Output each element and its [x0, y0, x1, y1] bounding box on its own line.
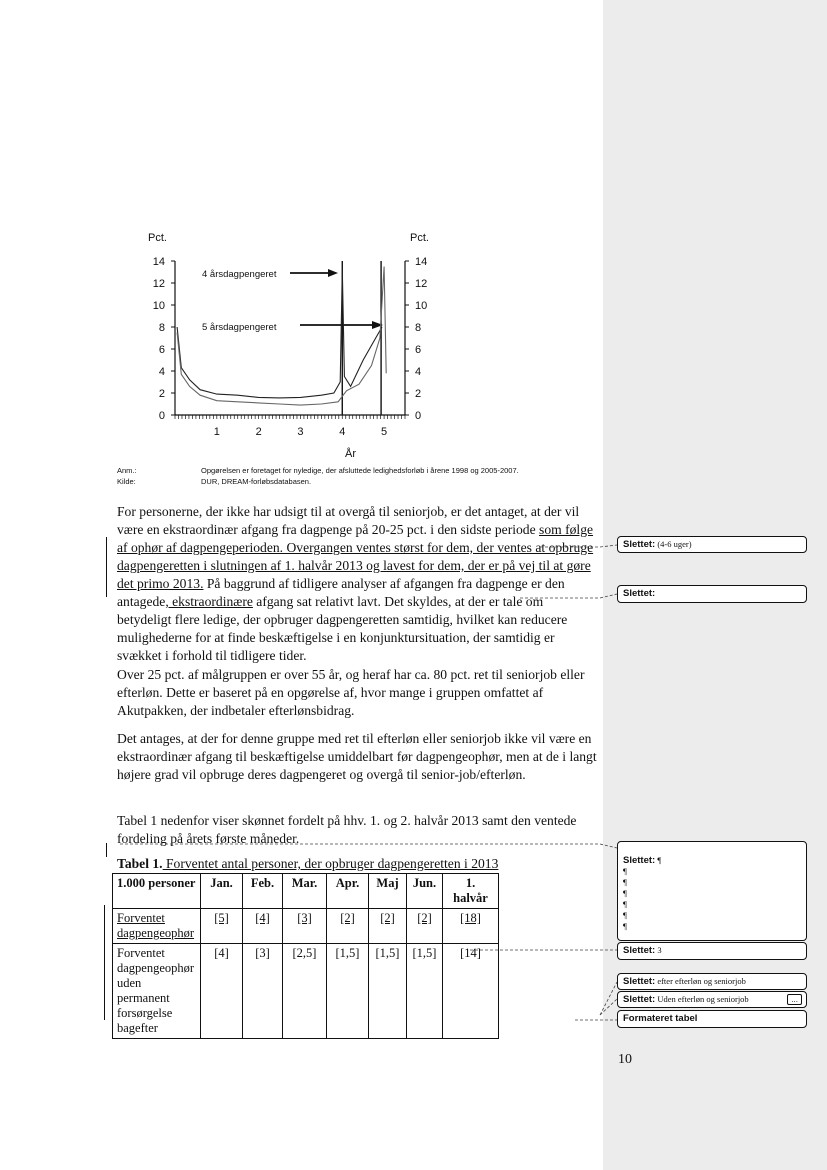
table-header: Jan.: [201, 874, 243, 909]
more-button[interactable]: ...: [787, 994, 802, 1005]
y-axis-left-label: Pct.: [148, 232, 167, 244]
y-tick-label-left: 2: [158, 388, 165, 400]
paragraph-4: Tabel 1 nedenfor viser skønnet fordelt på hhv. 1. og 2. halvår 2013 samt den ventede fordeling på årets første måneder.: [117, 813, 577, 846]
table-caption: Tabel 1. Forventet antal personer, der opbruger dagpengeretten i 2013: [117, 856, 499, 871]
comment-balloon[interactable]: Formateret tabel: [617, 1010, 807, 1028]
table-cell: [1,5]: [369, 944, 407, 1039]
y-tick-label-right: 14: [415, 256, 428, 268]
table-header: Feb.: [243, 874, 283, 909]
comment-balloon[interactable]: Slettet: efter efterløn og seniorjob: [617, 973, 807, 990]
y-tick-label-left: 4: [158, 366, 165, 378]
comment-balloon[interactable]: Slettet:: [617, 585, 807, 603]
table-cell: [5]: [201, 909, 243, 944]
source-text: DUR, DREAM-forløbsdatabasen.: [201, 477, 312, 486]
table-cell: [4]: [243, 909, 283, 944]
annotation-4-year: 4 årsdagpengeret: [202, 269, 277, 280]
paragraph-3: Det antages, at der for denne gruppe med ret til efterløn eller seniorjob ikke vil være en ekstraordinær afgang til beskæftigelse umiddelbart før dagpengeophør, men at de i langt højere grad vil opbruge deres dagpengeret og overgå til senior-job/efterløn.: [117, 731, 597, 782]
note-label: Anm.:: [117, 466, 137, 475]
comment-balloon[interactable]: Slettet: ¶ ¶ ¶ ¶ ¶ ¶ ¶: [617, 841, 807, 941]
tracked-insertion-2: , ekstraordinære: [165, 594, 253, 609]
comment-balloon[interactable]: Slettet: 3: [617, 942, 807, 960]
y-tick-label-right: 2: [415, 388, 422, 400]
y-tick-label-left: 14: [152, 256, 165, 268]
table-cell: [14]: [443, 944, 499, 1039]
y-tick-label-right: 6: [415, 344, 422, 356]
y-tick-label-right: 4: [415, 366, 422, 378]
table-header: 1.000 personer: [113, 874, 201, 909]
table-header: 1. halvår: [443, 874, 499, 909]
annotation-5-year: 5 årsdagpengeret: [202, 322, 277, 333]
table-header: Jun.: [407, 874, 443, 909]
table-cell: [1,5]: [327, 944, 369, 1039]
paragraph-1: For personerne, der ikke har udsigt til at overgå til seniorjob, er det antaget, at der vil være en ekstraordinær afgang fra dagpenge på 20-25 pct. i den sidste periode som følge af ophør af dagpengeperioden. Overgangen ventes størst for dem, der ventes at opbruge dagpengeretten i slutningen af 1. halvår 2013 og lavest for dem, der er på vej til at gøre det primo 2013. På baggrund af tidligere analyser af afgangen fra dagpenge er den antagede, ekstraordinære afgang sat relativt lavt. Det skyldes, at der er tale om betydeligt flere ledige, der opbruger dagpengeretten samtidig, hvilket kan reducere mulighederne for at finde beskæftigelse i en konjunktursituation, der samtidig er svækket i forhold til tidligere tider.: [117, 504, 594, 663]
y-tick-label-left: 0: [158, 410, 165, 422]
note-text: Opgørelsen er foretaget for nyledige, der afsluttede ledighedsforløb i årene 1998 og 2005-2007.: [201, 466, 519, 475]
table-header: Apr.: [327, 874, 369, 909]
x-tick-label: 1: [213, 426, 220, 438]
paragraph-2: Over 25 pct. af målgruppen er over 55 år, og heraf har ca. 80 pct. ret til seniorjob eller efterløn. Dette er baseret på en opgørelse af, hvor mange i gruppen omfattet af Akutpakken, der indbetaler efterlønsbidrag.: [117, 667, 585, 718]
table-cell: Forventet dagpengeophør uden permanent forsørgelse bagefter: [113, 944, 201, 1039]
comment-balloon[interactable]: Slettet: (4-6 uger): [617, 536, 807, 553]
table-cell: [3]: [243, 944, 283, 1039]
y-tick-label-left: 6: [158, 344, 165, 356]
table-cell: [3]: [283, 909, 327, 944]
page-number: 10: [618, 1052, 632, 1067]
x-axis-label: År: [345, 448, 356, 460]
y-tick-label-right: 10: [415, 300, 428, 312]
x-tick-label: 2: [255, 426, 262, 438]
y-tick-label-left: 8: [158, 322, 165, 334]
table-cell: Forventet dagpengeophør: [113, 909, 201, 944]
table-cell: [2]: [407, 909, 443, 944]
source-label: Kilde:: [117, 477, 136, 486]
y-tick-label-left: 10: [152, 300, 165, 312]
comment-balloon[interactable]: Slettet: Uden efterløn og seniorjob ...: [617, 991, 807, 1008]
table-header: Maj: [369, 874, 407, 909]
table-cell: [2,5]: [283, 944, 327, 1039]
table-cell: [18]: [443, 909, 499, 944]
table-cell: [1,5]: [407, 944, 443, 1039]
table-cell: [2]: [327, 909, 369, 944]
x-tick-label: 5: [381, 426, 388, 438]
y-tick-label-right: 12: [415, 278, 428, 290]
y-axis-right-label: Pct.: [410, 232, 429, 244]
x-tick-label: 4: [339, 426, 346, 438]
y-tick-label-right: 8: [415, 322, 422, 334]
table-cell: [4]: [201, 944, 243, 1039]
y-tick-label-right: 0: [415, 410, 422, 422]
tracked-insertion: som følge af ophør af dagpengeperioden. Overgangen ventes størst for dem, der ventes at opbruge dagpengeretten i slutningen af 1. halvår 2013 og lavest for dem, der er på vej til at gøre det primo 2013.: [117, 522, 594, 591]
table-header: Mar.: [283, 874, 327, 909]
table-cell: [2]: [369, 909, 407, 944]
y-tick-label-left: 12: [152, 278, 165, 290]
x-tick-label: 3: [297, 426, 304, 438]
